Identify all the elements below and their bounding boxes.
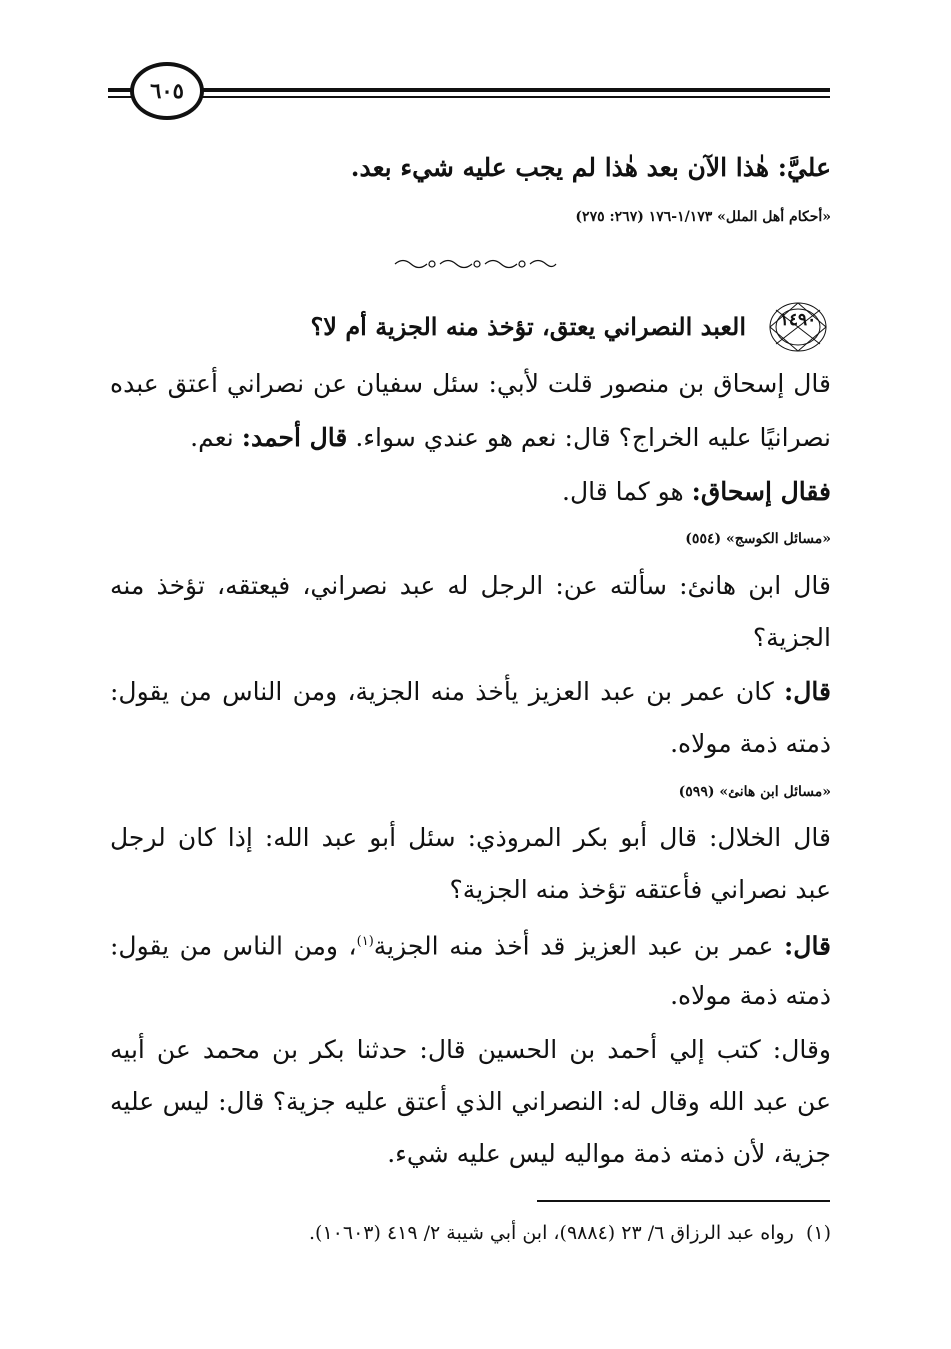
intro-text: عليَّ: هٰذا الآن بعد هٰذا لم يجب عليه شيء بعد. bbox=[350, 153, 831, 182]
p1-line2-speaker: قال أحمد: bbox=[241, 423, 348, 452]
p2-line4: ذمته ذمة مولاه. bbox=[670, 729, 831, 758]
p2-line3 bbox=[110, 676, 831, 708]
p1-line2-text: نصرانيًا عليه الخراج؟ قال: نعم هو عندي سواء. bbox=[355, 423, 831, 452]
p2-source: «مسائل ابن هانئ» (٥٩٩) bbox=[678, 784, 831, 800]
p3-line4: ذمته ذمة مولاه. bbox=[670, 981, 831, 1010]
p3-line3-text: عمر بن عبد العزيز قد أخذ منه الجزية bbox=[373, 931, 774, 961]
footnote-marker: (١) bbox=[805, 1222, 831, 1244]
header-rule bbox=[108, 88, 830, 92]
p2-line3-speaker: قال: bbox=[784, 677, 831, 706]
p1-line1: قال إسحاق بن منصور قلت لأبي: سئل سفيان عن نصراني أعتق عبده bbox=[110, 369, 831, 398]
footnote-rule bbox=[537, 1200, 830, 1202]
p1-line2-answer: نعم. bbox=[190, 423, 234, 452]
page-number: ٦٠٥ bbox=[150, 78, 184, 103]
p3-line2: عبد نصراني فأعتقه تؤخذ منه الجزية؟ bbox=[449, 875, 831, 904]
footnote-ref[interactable]: (١) bbox=[356, 934, 374, 949]
p1-line2 bbox=[190, 422, 831, 454]
footnote-text: رواه عبد الرزاق ٦/ ٢٣ (٩٨٨٤)، ابن أبي شيبة ٢/ ٤١٩ (١٠٦٠٣). bbox=[309, 1222, 794, 1244]
footnote bbox=[309, 1220, 831, 1246]
p3-line1: قال الخلال: قال أبو بكر المروذي: سئل أبو عبد الله: إذا كان لرجل bbox=[110, 823, 831, 852]
p1-line3 bbox=[562, 476, 831, 508]
p3-line5: وقال: كتب إلي أحمد بن الحسين قال: حدثنا بكر بن محمد عن أبيه bbox=[110, 1035, 831, 1064]
ornament-divider-icon bbox=[390, 256, 560, 272]
intro-source: «أحكام أهل الملل» ١/١٧٣-١٧٦ (٢٦٧: ٢٧٥) bbox=[575, 209, 831, 225]
p1-source: «مسائل الكوسج» (٥٥٤) bbox=[685, 531, 831, 547]
section-title: العبد النصراني يعتق، تؤخذ منه الجزية أم لا؟ bbox=[310, 312, 746, 341]
p2-line1: قال ابن هانئ: سألته عن: الرجل له عبد نصراني، فيعتقه، تؤخذ منه bbox=[110, 571, 831, 600]
section-number: ١٤٩٠ bbox=[779, 310, 817, 330]
p1-line3-text: هو كما قال. bbox=[562, 477, 684, 506]
intro-line bbox=[351, 152, 831, 184]
p1-line3-speaker: فقال إسحاق: bbox=[691, 477, 831, 506]
p3-line3 bbox=[110, 926, 831, 962]
p3-line7: جزية، لأن ذمته ذمة مواليه ليس عليه شيء. bbox=[387, 1139, 831, 1168]
p3-line6: عن عبد الله وقال له: النصراني الذي أعتق عليه جزية؟ قال: ليس عليه bbox=[110, 1087, 831, 1116]
p3-line3-tail: ، ومن الناس من يقول: bbox=[110, 931, 357, 961]
header-rule-thin bbox=[108, 96, 830, 98]
p2-line2: الجزية؟ bbox=[752, 623, 831, 652]
p2-line3-text: كان عمر بن عبد العزيز يأخذ منه الجزية، ومن الناس من يقول: bbox=[110, 677, 774, 706]
p3-line3-speaker: قال: bbox=[784, 931, 832, 961]
